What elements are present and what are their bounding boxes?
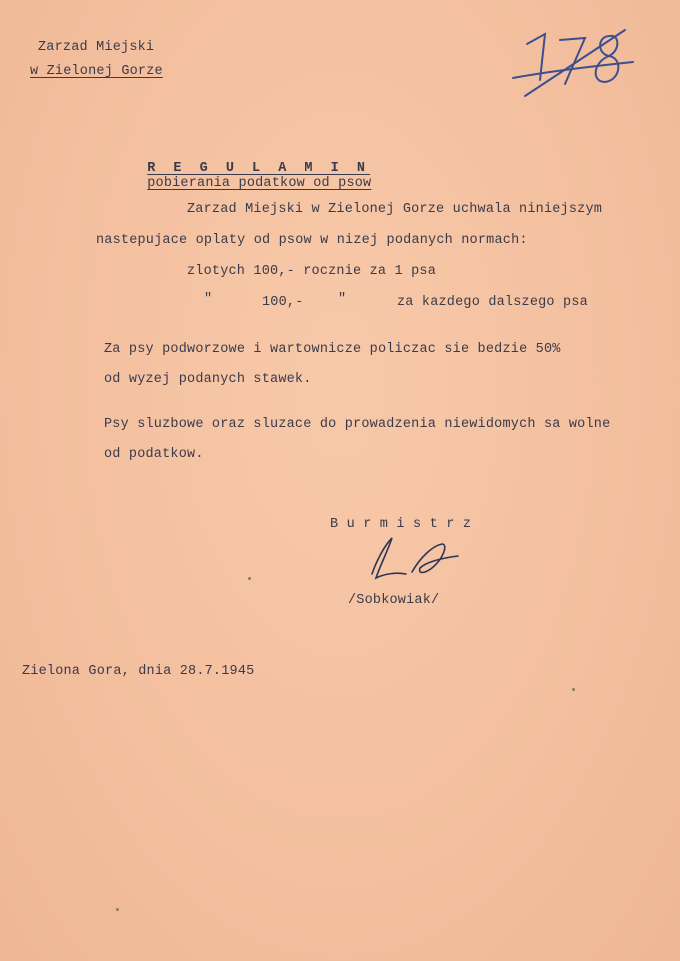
title — [114, 146, 371, 206]
paper-speck — [116, 908, 119, 911]
rate-line-1: zlotych 100,- rocznie za 1 psa — [187, 264, 437, 279]
paper-speck — [248, 577, 251, 580]
header-line-1: Zarzad Miejski — [38, 40, 155, 55]
paragraph-3-line-1: Psy sluzbowe oraz sluzace do prowadzenia niewidomych sa wolne — [104, 417, 611, 432]
place-and-date: Zielona Gora, dnia 28.7.1945 — [22, 664, 255, 679]
title-spaced: R E G U L A M I N — [147, 161, 370, 176]
rate-line-2-ditto-1: " — [204, 292, 213, 307]
signature-title: B u r m i s t r z — [330, 517, 472, 532]
rate-line-2-ditto-2: " — [338, 292, 347, 307]
paper-speck — [572, 688, 575, 691]
handwritten-signature — [362, 528, 472, 588]
rate-line-2-amount: 100,- — [262, 295, 304, 310]
paragraph-1-line-2: nastepujace oplaty od psow w nizej podanych normach: — [96, 233, 528, 248]
title-rest: pobierania podatkow od psow — [147, 176, 372, 191]
paragraph-1-line-1: Zarzad Miejski w Zielonej Gorze uchwala niniejszym — [187, 202, 603, 217]
signature-name: /Sobkowiak/ — [348, 593, 440, 608]
rate-line-2-text: za kazdego dalszego psa — [397, 295, 588, 310]
header-line-2: w Zielonej Gorze — [30, 64, 163, 79]
paragraph-2-line-1: Za psy podworzowe i wartownicze policzac sie bedzie 50% — [104, 342, 561, 357]
paragraph-3-line-2: od podatkow. — [104, 447, 204, 462]
handwritten-number — [505, 22, 640, 102]
paragraph-2-line-2: od wyzej podanych stawek. — [104, 372, 312, 387]
